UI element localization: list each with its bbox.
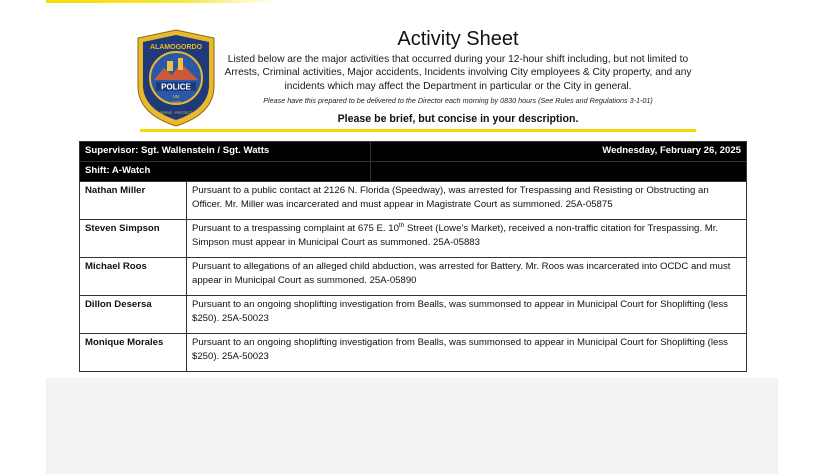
- table-header-row: [80, 142, 747, 162]
- activity-description: Pursuant to an ongoing shoplifting investigation from Bealls, was summonsed to appear in Municipal Court for Shoplifting (less $250). 25A-50023: [187, 296, 747, 334]
- description-text: Pursuant to a trespassing complaint at 675 E. 10: [192, 223, 399, 234]
- delivery-note: Please have this prepared to be delivered to the Director each morning by 0830 hours (See Rules and Regulations 3-1-01): [263, 96, 653, 105]
- activity-description: [187, 220, 747, 258]
- person-name: Monique Morales: [80, 334, 187, 372]
- badge-state-text: NM: [172, 94, 180, 99]
- person-name: Michael Roos: [80, 258, 187, 296]
- intro-paragraph: Listed below are the major activities that occurred during your 12-hour shift including, but not limited to Arrests, Criminal activities, Major accidents, Incidents involving City employees & City property, and any incidents which may affect the Department in particular or the City in general.: [224, 54, 692, 92]
- shift-row: [80, 162, 747, 182]
- table-row: [80, 220, 747, 258]
- table-row: [80, 258, 747, 296]
- activity-table: [79, 141, 747, 372]
- table-row: [80, 296, 747, 334]
- person-name: Steven Simpson: [80, 220, 187, 258]
- person-name: Dillon Desersa: [80, 296, 187, 334]
- ordinal-suffix: th: [398, 221, 405, 229]
- yellow-divider: [140, 129, 696, 132]
- activity-description: Pursuant to a public contact at 2126 N. Florida (Speedway), was arrested for Trespassing and Resisting or Obstructing an Officer. Mr. Miller was incarcerated and must appear in Magistrate Court as summoned. 25A-05875: [187, 182, 747, 220]
- badge-year-text: 1898: [170, 100, 182, 105]
- badge-side-text: SERVE · PROTECT: [159, 111, 193, 115]
- supervisor-cell: Supervisor: Sgt. Wallenstein / Sgt. Watts: [80, 142, 371, 162]
- page-title: Activity Sheet: [397, 28, 519, 50]
- activity-description: Pursuant to allegations of an alleged child abduction, was arrested for Battery. Mr. Roos was incarcerated into OCDC and must appear in Municipal Court as summoned. 25A-05890: [187, 258, 747, 296]
- top-highlight-bar: [46, 0, 274, 3]
- table-row: [80, 182, 747, 220]
- date-cell: Wednesday, February 26, 2025: [371, 142, 747, 162]
- person-name: Nathan Miller: [80, 182, 187, 220]
- page-bottom-shade: [46, 378, 778, 474]
- shift-cell: Shift: A-Watch: [80, 162, 371, 182]
- badge-center-text: POLICE: [161, 82, 191, 92]
- table-row: [80, 334, 747, 372]
- activity-description: Pursuant to an ongoing shoplifting investigation from Bealls, was summonsed to appear in Municipal Court for Shoplifting (less $250). 25A-50023: [187, 334, 747, 372]
- shift-blank-cell: [371, 162, 747, 182]
- badge-top-text: ALAMOGORDO: [149, 44, 203, 51]
- description-text: Street (Lowe’s Market), received a non-traffic citation for Trespassing. Mr. Simpson must appear in Municipal Court as summoned. 25A-05883: [192, 223, 719, 248]
- police-badge-logo: [134, 28, 218, 128]
- brief-instruction: Please be brief, but concise in your description.: [337, 113, 579, 125]
